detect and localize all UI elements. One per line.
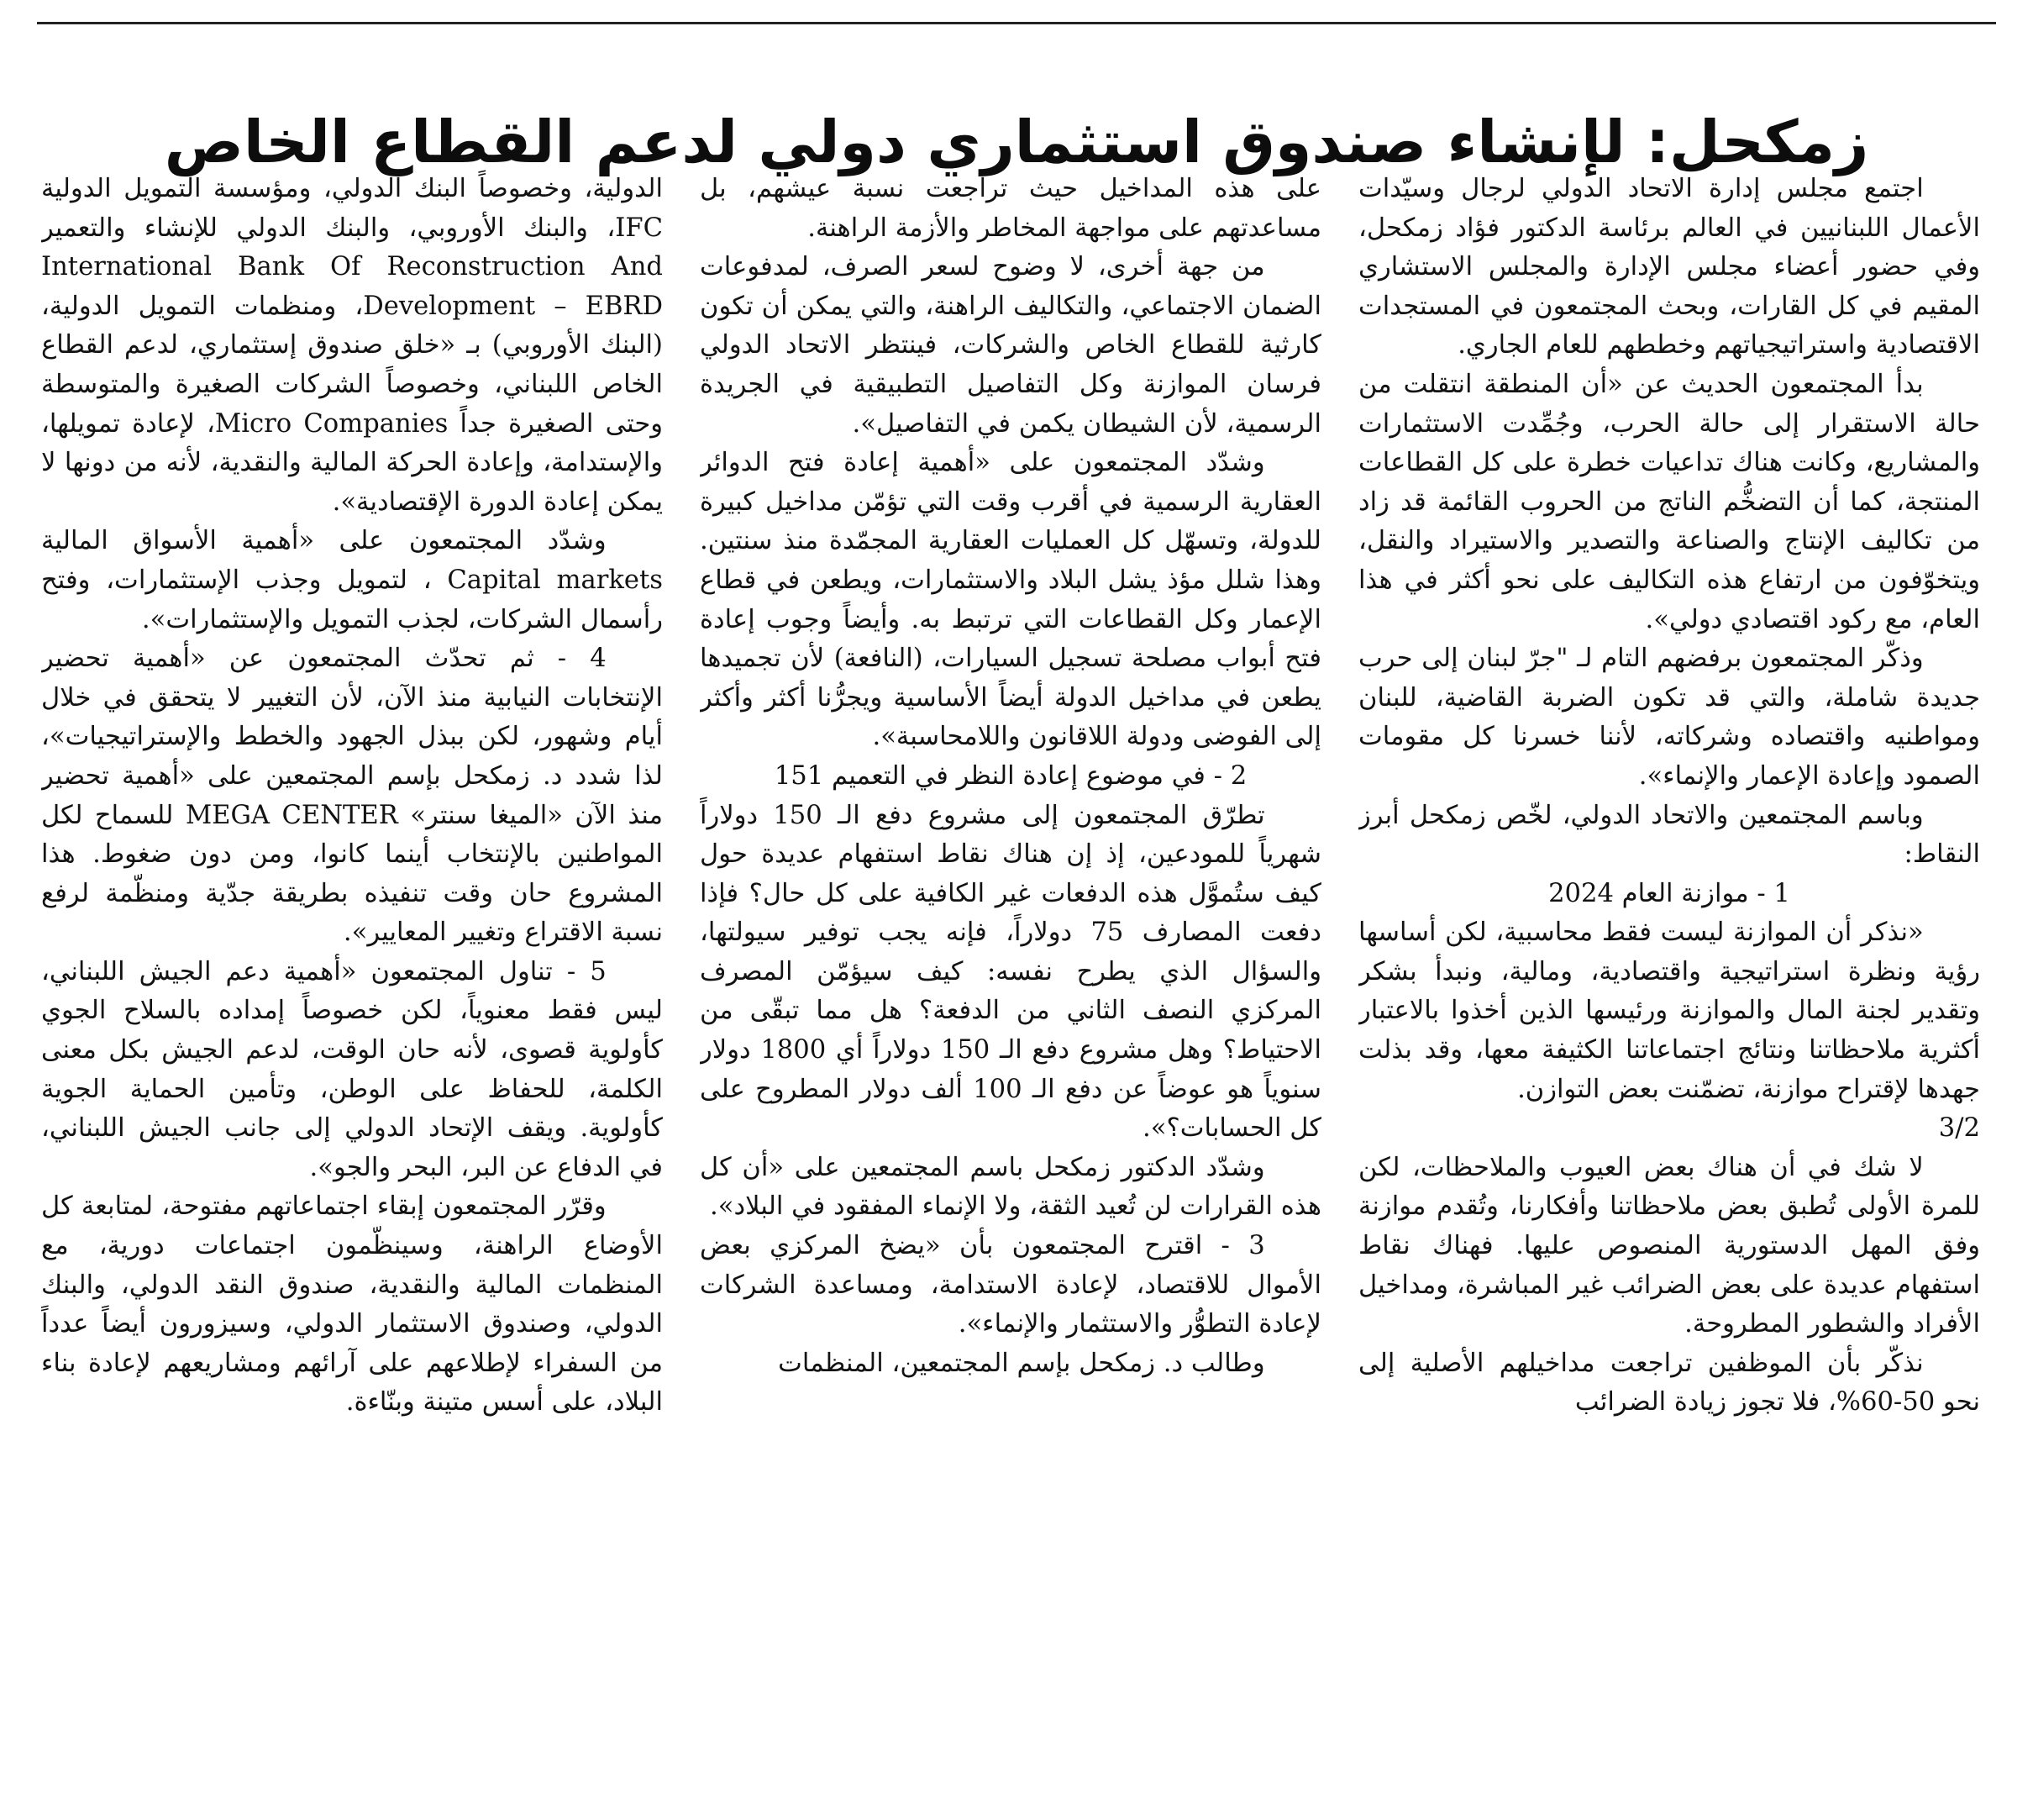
article-paragraph: «نذكر أن الموازنة ليست فقط محاسبية، لكن أساسها رؤية ونظرة استراتيجية واقتصادية، ومالية، ونبدأ بشكر وتقدير لجنة المال والموازنة ورئيسها الذين أخذوا بالاعتبار أكثرية ملاحظاتنا ونتائج اجتماعاتنا الكثيفة معها، وقد بذلت جهدها لإقتراح موازنة، تضمّنت بعض التوازن. xyxy=(1358,918,1980,1104)
section-heading: 2 - في موضوع إعادة النظر في التعميم 151 xyxy=(774,760,1248,791)
article-paragraph: نذكّر بأن الموظفين تراجعت مداخيلهم الأصلية إلى نحو 50-60%، فلا تجوز زيادة الضرائب xyxy=(1358,1348,1980,1418)
article-paragraph: اجتمع مجلس إدارة الاتحاد الدولي لرجال وسيّدات الأعمال اللبنانيين في العالم برئاسة الدكتور فؤاد زمكحل، وفي حضور أعضاء مجلس الإدارة والمجلس الاستشاري المقيم في كل القارات، وبحث المجتمعون في المستجدات الاقتصادية واستراتيجياتهم وخططهم للعام الجاري. xyxy=(1358,174,1980,360)
section-heading: 1 - موازنة العام 2024 xyxy=(1548,878,1790,908)
article-paragraph: وذكّر المجتمعون برفضهم التام لـ "جرّ لبنان إلى حرب جديدة شاملة، والتي قد تكون الضربة القاضية، للبنان ومواطنيه واقتصاده وشركاته، لأننا خسرنا كل مقومات الصمود وإعادة الإعمار والإنماء». xyxy=(1358,644,1980,791)
article-paragraph: وقرّر المجتمعون إبقاء اجتماعاتهم مفتوحة، لمتابعة كل الأوضاع الراهنة، وسينظّمون اجتماعات دورية، مع المنظمات المالية والنقدية، صندوق النقد الدولي، والبنك الدولي، وصندوق الاستثمار الدولي، وسيزورون أيضاً عدداً من السفراء لإطلاعهم على آرائهم ومشاريعهم لإعادة بناء البلاد، على أسس متينة وبنّاءة. xyxy=(41,1191,663,1418)
article-paragraph: وطالب د. زمكحل بإسم المجتمعين، المنظمات xyxy=(778,1348,1265,1378)
column-middle xyxy=(700,170,1321,1783)
column-left xyxy=(41,170,663,1783)
article-paragraph: تطرّق المجتمعون إلى مشروع دفع الـ 150 دولاراً شهرياً للمودعين، إذ إن هناك نقاط استفهام عديدة حول كيف ستُموَّل هذه الدفعات غير الكافية على كل حال؟ فإذا دفعت المصارف 75 دولاراً، فإنه يجب توفير سيولتها، والسؤال الذي يطرح نفسه: كيف سيؤمّن المصرف المركزي النصف الثاني من الدفعة؟ هل مما تبقّى من الاحتياط؟ وهل مشروع دفع الـ 150 دولاراً أي 1800 دولار سنوياً هو عوضاً عن دفع الـ 100 ألف دولار المطروح على كل الحسابات؟». xyxy=(700,800,1321,1144)
article-paragraph: وشدّد المجتمعون على «أهمية الأسواق المالية Capital markets ، لتمويل وجذب الإستثمارات، وفتح رأسمال الشركات، لجذب التمويل والإستثمارات». xyxy=(41,526,663,634)
article-paragraph: 5 - تناول المجتمعون «أهمية دعم الجيش اللبناني، ليس فقط معنوياً، لكن خصوصاً إمداده بالسلاح الجوي كأولوية قصوى، لأنه حان الوقت، لدعم الجيش بكل معنى الكلمة، للحفاظ على الوطن، وتأمين الحماية الجوية كأولوية. ويقف الإتحاد الدولي إلى جانب الجيش اللبناني، في الدفاع عن البر، البحر والجو». xyxy=(41,956,663,1182)
article-paragraph: على هذه المداخيل حيث تراجعت نسبة عيشهم، بل مساعدتهم على مواجهة المخاطر والأزمة الراهنة. xyxy=(700,174,1321,243)
article-paragraph: 4 - ثم تحدّث المجتمعون عن «أهمية تحضير الإنتخابات النيابية منذ الآن، لأن التغيير لا يتحقق في خلال أيام وشهور، لكن ببذل الجهود والخطط والإستراتيجيات»، لذا شدد د. زمكحل بإسم المجتمعين على «أهمية تحضير منذ الآن «الميغا سنتر» MEGA CENTER للسماح لكل المواطنين بالإنتخاب أينما كانوا، ومن دون ضغوط. هذا المشروع حان وقت تنفيذه بطريقة جدّية ومنظّمة لرفع نسبة الاقتراع وتغيير المعايير». xyxy=(41,644,663,948)
article-paragraph: من جهة أخرى، لا وضوح لسعر الصرف، لمدفوعات الضمان الاجتماعي، والتكاليف الراهنة، والتي يمكن أن تكون كارثية للقطاع الخاص والشركات، فينتظر الاتحاد الدولي فرسان الموازنة وكل التفاصيل التطبيقية في الجريدة الرسمية، لأن الشيطان يكمن في التفاصيل». xyxy=(700,252,1321,439)
top-rule xyxy=(37,22,1996,24)
article-paragraph: لا شك في أن هناك بعض العيوب والملاحظات، لكن للمرة الأولى تُطبق بعض ملاحظاتنا وأفكارنا، وتُقدم موازنة وفق المهل الدستورية المنصوص عليها. فهناك نقاط استفهام عديدة على بعض الضرائب غير المباشرة، ومداخيل الأفراد والشطور المطروحة. xyxy=(1358,1152,1980,1339)
article-paragraph: وباسم المجتمعين والاتحاد الدولي، لخّص زمكحل أبرز النقاط: xyxy=(1358,800,1980,870)
article-paragraph: بدأ المجتمعون الحديث عن «أن المنطقة انتقلت من حالة الاستقرار إلى حالة الحرب، وجُمِّدت الاستثمارات والمشاريع، وكانت هناك تداعيات خطرة على كل القطاعات المنتجة، كما أن التضخُّم الناتج من الحروب القائمة قد زاد من تكاليف الإنتاج والصناعة والتصدير والاستيراد والنقل، ويتخوّفون من ارتفاع هذه التكاليف على نحو أكثر في هذا العام، مع ركود اقتصادي دولي». xyxy=(1358,369,1980,634)
column-right xyxy=(1358,170,1980,1783)
article-headline: زمكحل: لإنشاء صندوق استثماري دولي لدعم القطاع الخاص xyxy=(164,107,1869,176)
article-paragraph: وشدّد المجتمعون على «أهمية إعادة فتح الدوائر العقارية الرسمية في أقرب وقت التي تؤمّن مداخيل كبيرة للدولة، وتسهّل كل العمليات العقارية المجمّدة منذ سنتين. وهذا شلل مؤذ يشل البلاد والاستثمارات، ويطعن في قطاع الإعمار وكل القطاعات التي ترتبط به. وأيضاً وجوب إعادة فتح أبواب مصلحة تسجيل السيارات، (النافعة) لأن تجميدها يطعن في مداخيل الدولة أيضاً الأساسية ويجرُّنا أكثر وأكثر إلى الفوضى ودولة اللاقانون واللامحاسبة». xyxy=(700,448,1321,752)
article-paragraph: الدولية، وخصوصاً البنك الدولي، ومؤسسة التمويل الدولية IFC، والبنك الأوروبي، والبنك الدولي للإنشاء والتعمير International Bank Of Reconstruction And Development – EBRD، ومنظمات التمويل الدولية، (البنك الأوروبي) بـ «خلق صندوق إستثماري، لدعم القطاع الخاص اللبناني، وخصوصاً الشركات الصغيرة والمتوسطة وحتى الصغيرة جداً Micro Companies، لإعادة تمويلها، والإستدامة، وإعادة الحركة المالية والنقدية، لأنه من دونها لا يمكن إعادة الدورة الإقتصادية». xyxy=(41,174,663,517)
page-marker: 3/2 xyxy=(1938,1113,1980,1144)
article-paragraph: وشدّد الدكتور زمكحل باسم المجتمعين على «أن كل هذه القرارات لن تُعيد الثقة، ولا الإنماء المفقود في البلاد». xyxy=(700,1152,1321,1222)
article-paragraph: 3 - اقترح المجتمعون بأن «يضخ المركزي بعض الأموال للاقتصاد، لإعادة الاستدامة، ومساعدة الشركات لإعادة التطوُّر والاستثمار والإنماء». xyxy=(700,1231,1321,1339)
